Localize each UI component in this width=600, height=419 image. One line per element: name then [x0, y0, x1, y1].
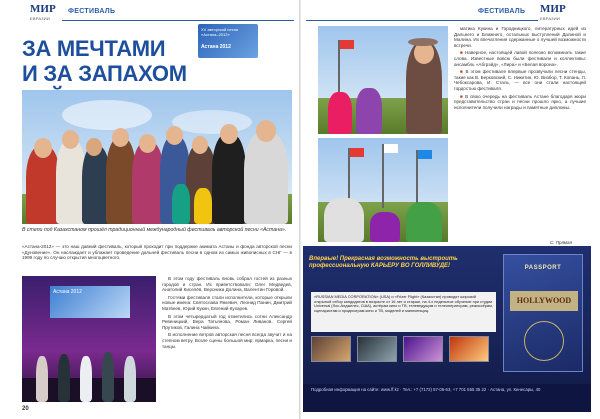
paragraph: В исполнение ветров авторская песня всегда звучит и на степном ветру. Возле сцены большой мир: ярмарка, песни и танцы.: [162, 332, 292, 349]
header-rule-left: [62, 20, 294, 21]
hollywood-career-advert: [303, 246, 591, 412]
person-head: [86, 138, 102, 156]
person: [370, 212, 400, 242]
person: [356, 88, 382, 134]
performer: [58, 354, 70, 402]
title-line-1: ЗА МЕЧТАМИ: [22, 36, 166, 61]
paragraph-text: Наверное, настоящей лавой полезно вспоминать такие слова. Известные вовсю были фестивали и коллективы: ансамбль «Абгрэйд», «Лира» и «Белая ворона».: [454, 50, 586, 67]
paragraph-text: В свою очередь на фестиваль Астане благодаря жюри представительство стран и песни прошло ярко, а лучшие исполнители получили награды и памятные дипломы.: [454, 93, 586, 110]
hat: [408, 38, 438, 46]
person: [324, 198, 364, 242]
person: [212, 134, 246, 224]
logo-sub: ЕВРАЗИИ: [540, 16, 560, 21]
magazine-logo-left: [30, 5, 56, 23]
logo-main: МИР: [30, 3, 56, 15]
festival-field-photo: [318, 138, 448, 242]
advert-headline: Впервые! Прекрасная возможность выстроить профессиональную КАРЬЕРУ ВО ГОЛЛИВУДЕ!: [309, 256, 458, 269]
advert-thumbnail: [357, 336, 397, 362]
advert-body: «RUSSIAN MEDIA CORPORATION» (USA) и «Frizer Flight» (Казахстан) проводят широкий открытый отбор кандидатов в возрасте от 16 лет и старше, на 4-х недельное обучение при студии Universal (Лос-Анджелес, США), актёрам кино и ТВ, телеведущим и телеоператорам, режиссёрам, сценаристам и продюсерам кино и ТВ, моделей и манекенщиц.: [311, 292, 496, 332]
person-head: [112, 128, 129, 147]
person: [406, 202, 442, 242]
paragraph-text: В этом фестивале впервые прозвучали песни стенды, такие как В. Берковский, С. Никитин, Ю. Визбор, Т. Копань, Л. Чебоксарова, И. Сталь, — все они стали настоящей гордостью фестиваля.: [454, 69, 586, 91]
bullet-icon: ■: [460, 93, 466, 99]
advert-thumbnail: [449, 336, 489, 362]
person-head: [220, 124, 238, 144]
bullet-icon: ■: [460, 69, 466, 75]
person-head: [34, 138, 52, 158]
flagpole: [382, 144, 384, 208]
passport-graphic: [503, 254, 583, 372]
bullet-icon: ■: [460, 50, 465, 56]
logo-sub: ЕВРАЗИИ: [30, 16, 50, 21]
advert-thumbnail: [403, 336, 443, 362]
person: [328, 92, 352, 134]
paragraph: В этом году фестиваль вновь собрал гостей из разных городов и стран. Их приветствовали: Олег Медведев, Анатолий Киселёв, Вероника Долина, Валентин Горовой.: [162, 276, 292, 293]
badge-big-text: Астана 2012: [201, 44, 231, 50]
stage-banner-text: Астана 2012: [53, 289, 82, 295]
flag: [384, 144, 398, 153]
flag: [350, 148, 364, 157]
magazine-logo-right: [540, 5, 566, 23]
stage-banner: [50, 286, 130, 318]
photo-caption: В степи под Казахстаном прошёл традиционный международный фестиваль авторской песни «Астана».: [22, 227, 287, 233]
page-number-left: 20: [22, 406, 29, 412]
page-gutter: [299, 0, 301, 419]
title-line-2: И ЗА ЗАПАХОМ: [22, 61, 187, 86]
badge-small-text: XV авторской песни «Астана–2012»: [201, 27, 239, 37]
person: [244, 132, 288, 224]
section-header-right: ФЕСТИВАЛЬ: [478, 8, 526, 15]
person-head: [166, 126, 183, 145]
passport-title: PASSPORT: [524, 265, 562, 271]
paragraph: Гостями фестиваля стали исполнители, которые открыли новые имена: Святослава Янкевич, Леонид Панин, Дмитрий Матвеев, Юрий Кукин, Евгений Кухарев.: [162, 294, 292, 311]
paragraph: В этом четыредцатый год отметились сотни Александр Ревеницкий, Вера Татьянова, Роман Ливанов, Сергей Прутиков, Галина Чайкина.: [162, 313, 292, 330]
left-column-text: [162, 276, 292, 351]
cloud: [62, 100, 152, 130]
header-rule-right: [306, 20, 538, 21]
stage-photo: [22, 276, 156, 402]
author-signature: С. Прямая: [550, 240, 572, 245]
person-head: [62, 130, 79, 149]
logo-main: МИР: [540, 3, 566, 15]
passport-badge: HOLLYWOOD: [510, 291, 578, 311]
flagpole: [338, 40, 340, 100]
right-column-text: [454, 26, 586, 112]
flag: [340, 40, 354, 49]
group-photo: [22, 90, 292, 224]
person-head: [139, 134, 156, 153]
festival-crowd-photo: [318, 26, 448, 134]
paragraph: матика Кукина и Городницкого, литературных идей из Дальнего и Ближнего, остальных выступлений Далиной и Малина. Их впечатления сдержанные о лучшей возможности встречи.: [454, 26, 586, 48]
flag: [418, 150, 432, 159]
section-header-left: ФЕСТИВАЛЬ: [68, 8, 116, 15]
intro-paragraph: «Астана-2012» — это наш давний фестиваль, который проходит при поддержке акимата Астаны и фонда авторской песни «Дуновение». Он наслаждает и ублажает проведение дальней фестиваль песни в одном из самых живописных в СНГ — в 1999 году по случаю открытия многоцветного.: [22, 244, 292, 261]
performer: [36, 356, 48, 402]
performer: [124, 356, 136, 402]
performer: [80, 356, 92, 402]
advert-thumbnail: [311, 336, 351, 362]
person-head: [192, 136, 208, 154]
cloud: [172, 110, 252, 134]
festival-badge: [198, 24, 258, 58]
person-head: [256, 120, 276, 142]
passport-emblem: [524, 321, 564, 361]
child: [194, 188, 212, 224]
child: [172, 184, 190, 224]
advert-footer: Подробная информация на сайте: www.ff.kz · Тел.: +7 (7172) 57-06-63, +7 701 555 35 22 · Астана, ул. Кенесары, 40: [303, 384, 591, 412]
performer: [102, 352, 114, 402]
